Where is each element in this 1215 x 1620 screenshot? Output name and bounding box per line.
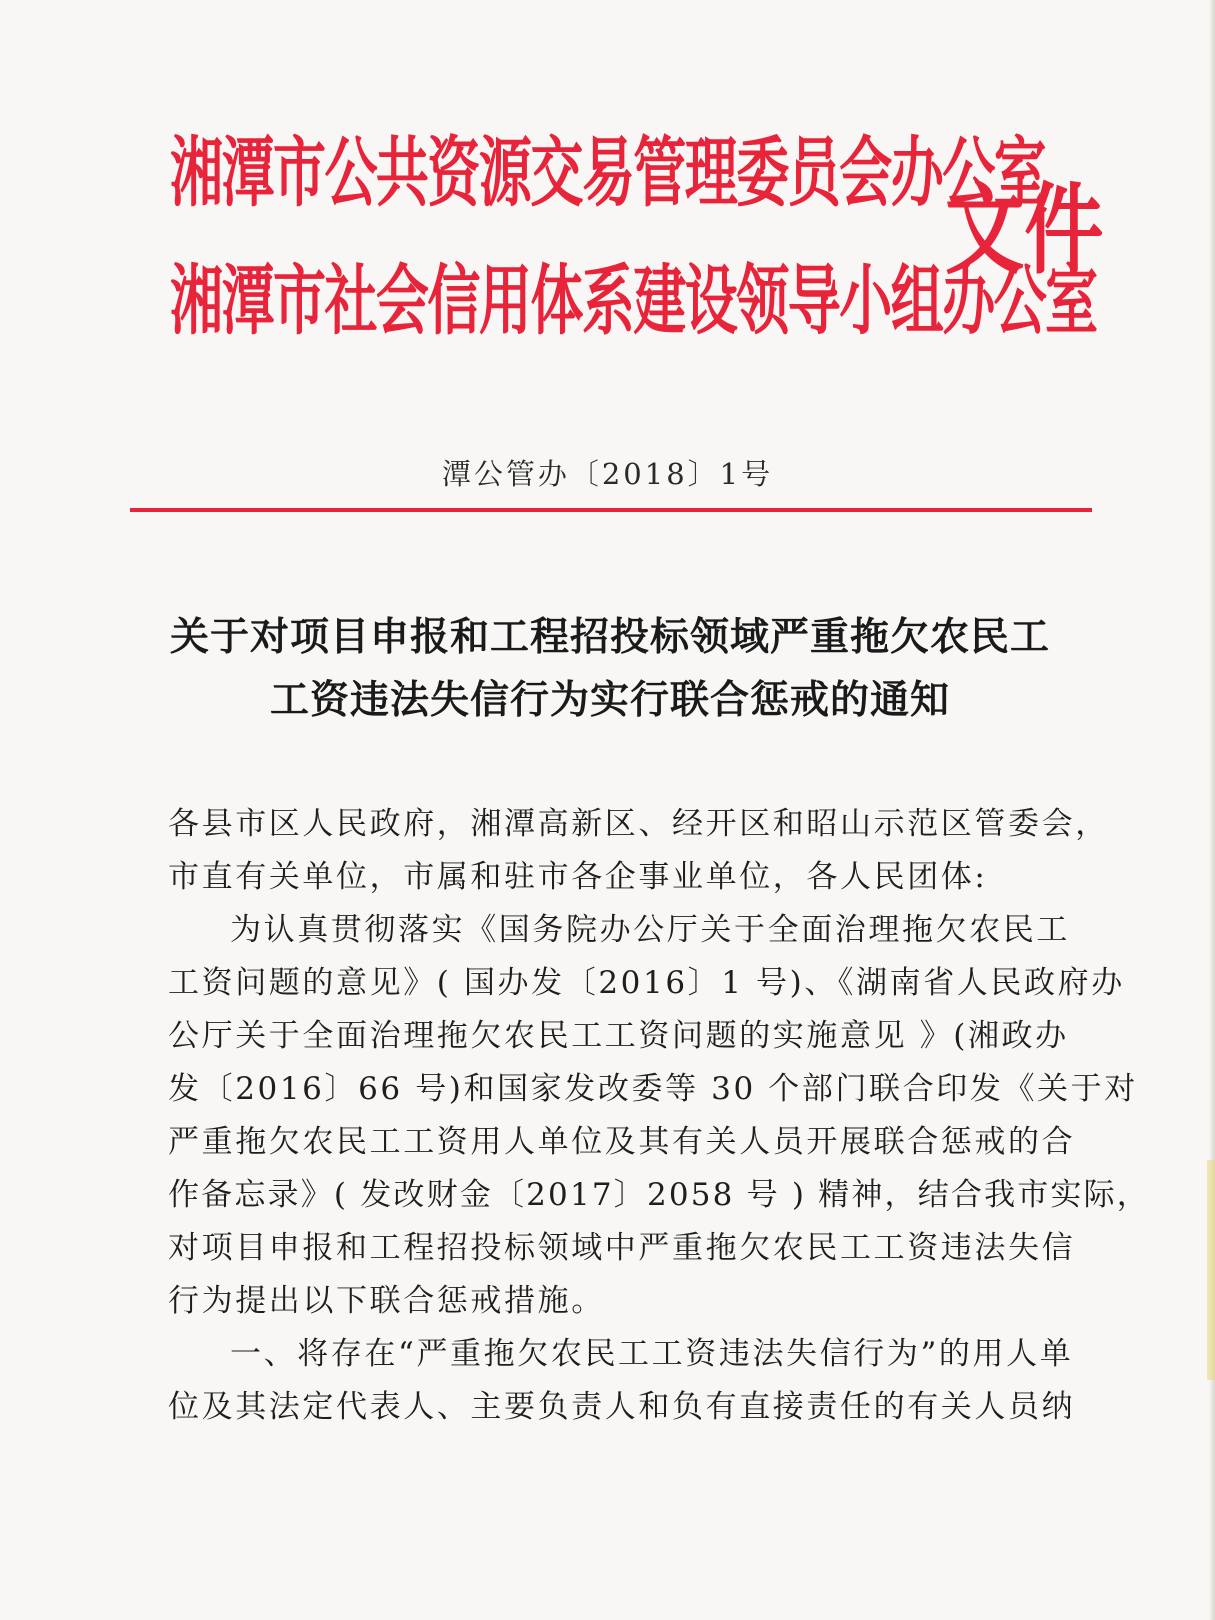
body-line: 发〔2016〕66 号)和国家发改委等 30 个部门联合印发《关于对: [168, 1071, 1138, 1107]
body-line: 一、将存在“严重拖欠农民工工资违法失信行为”的用人单: [230, 1336, 1074, 1372]
issuer-line-2: 湘潭市社会信用体系建设领导小组办公室: [170, 256, 1097, 346]
document-title: [120, 606, 1100, 732]
body-line: 市直有关单位，市属和驻市各企事业单位，各人民团体:: [168, 859, 988, 895]
body-line: 对项目申报和工程招投标领域中严重拖欠农民工工资违法失信: [168, 1230, 1076, 1266]
page-edge-stain: [1207, 1160, 1215, 1380]
red-separator-line: [130, 508, 1092, 512]
document-number: 潭公管办〔2018〕1号: [441, 457, 774, 491]
title-line-1: 关于对项目申报和工程招投标领域严重拖欠农民工: [169, 614, 1050, 660]
body-line: 为认真贯彻落实《国务院办公厅关于全面治理拖欠农民工: [230, 912, 1070, 948]
body-line: 作备忘录》( 发改财金〔2017〕2058 号 ) 精神，结合我市实际，: [168, 1177, 1150, 1213]
body-line: 公厅关于全面治理拖欠农民工工资问题的实施意见 》(湘政办: [168, 1018, 1069, 1054]
body-line: 位及其法定代表人、主要负责人和负有直接责任的有关人员纳: [168, 1389, 1076, 1425]
issuer-line-1: 湘潭市公共资源交易管理委员会办公室: [170, 128, 1046, 218]
title-line-2: 工资违法失信行为实行联合惩戒的通知: [269, 677, 950, 723]
body-line: 工资问题的意见》( 国办发〔2016〕1 号)、《湖南省人民政府办: [168, 965, 1125, 1001]
document-type-label: 文件: [945, 171, 1104, 288]
body-line: 各县市区人民政府，湘潭高新区、经开区和昭山示范区管委会，: [168, 806, 1109, 842]
body-line: 行为提出以下联合惩戒措施。: [168, 1283, 605, 1319]
body-line: 严重拖欠农民工工资用人单位及其有关人员开展联合惩戒的合: [168, 1124, 1076, 1160]
